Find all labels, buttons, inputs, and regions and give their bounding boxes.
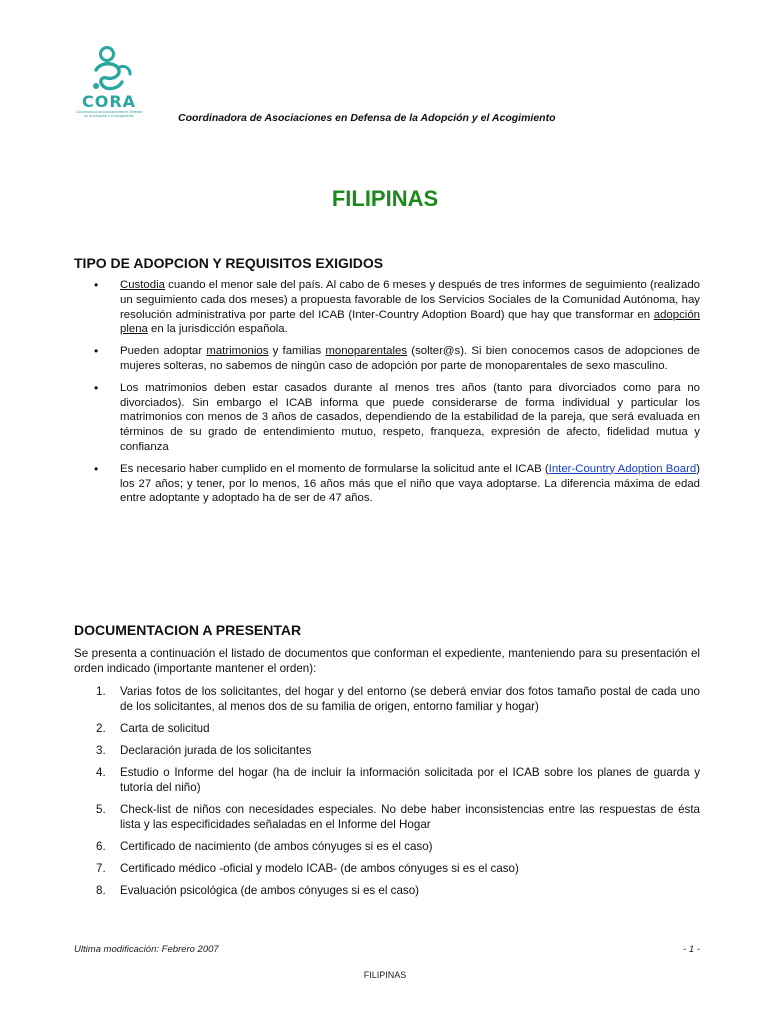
item-number: 5. (96, 803, 106, 816)
item-number: 2. (96, 722, 106, 735)
requisitos-list (74, 278, 700, 513)
monoparentales-term: monoparentales (325, 345, 408, 358)
list-item-text: Los matrimonios deben estar casados durante al menos tres años (tanto para divorciados como para no divorciados). Sin embargo el ICAB informa que puede considerarse de forma individual y particular los matrimonios con menos de 3 años de casados, dependiendo de la estabilidad de la pareja, que será evaluada en términos de su grado de entendimiento mutuo, respeto, franqueza, expresión de afecto, fidelidad mutua y confianza (120, 381, 700, 453)
footer-last-modified: Ultima modificación: Febrero 2007 (74, 944, 219, 955)
list-item-text: en la jurisdicción española. (147, 323, 288, 336)
item-number: 7. (96, 862, 106, 875)
icab-link[interactable]: Inter-Country Adoption Board (548, 462, 697, 475)
list-item-text: (solter@s). Si bien conocemos casos de adopciones de mujeres solteras, no sabemos de ningún caso de adopción por parte de monoparentales de sexo masculino. (120, 345, 700, 372)
list-item (74, 721, 700, 736)
item-number: 8. (96, 884, 106, 897)
list-item (74, 802, 700, 832)
footer-country: FILIPINAS (363, 970, 407, 980)
item-number: 6. (96, 840, 106, 853)
cora-logo-icon (74, 46, 144, 92)
organization-line: Coordinadora de Asociaciones en Defensa de la Adopción y el Acogimiento (178, 112, 556, 124)
documentos-list (74, 684, 700, 905)
list-item-text: cuando el menor sale del país. Al cabo de 6 meses y después de tres informes de seguimiento (realizado un seguimiento cada dos meses) a propuesta favorable de los Servicios Sociales de la Comunidad Autónoma, hay resolución administrativa por parte del ICAB (Inter-Country Adoption Board) que hay que transformar en (120, 279, 700, 321)
list-item-text: Pueden adoptar (120, 345, 207, 358)
list-item-text: y familias (268, 345, 326, 358)
item-text: Certificado médico -oficial y modelo ICAB- (de ambos cónyuges si es el caso) (120, 862, 519, 875)
list-item (74, 684, 700, 714)
section-heading-documentacion: DOCUMENTACION A PRESENTAR (74, 622, 302, 638)
list-item-text: ) los 27 años; y tener, por lo menos, 16 años más que el niño que vaya adoptarse. La diferencia máxima de edad entre adoptante y adoptado ha de ser de 47 años. (120, 462, 700, 505)
item-text: Carta de solicitud (120, 722, 210, 735)
custodia-term: Custodia (120, 279, 165, 291)
list-item (74, 381, 700, 455)
item-text: Declaración jurada de los solicitantes (120, 744, 312, 757)
matrimonios-term: matrimonios (206, 345, 269, 358)
list-item (74, 839, 700, 854)
list-item (74, 278, 700, 337)
item-number: 4. (96, 766, 106, 779)
item-text: Check-list de niños con necesidades especiales. No debe haber inconsistencias entre las respuestas de ésta lista y las especificidades señaladas en el Informe del Hogar (120, 803, 700, 831)
logo-wordmark: CORA (81, 92, 137, 111)
item-number: 3. (96, 744, 106, 757)
item-text: Estudio o Informe del hogar (ha de incluir la información solicitada por el ICAB sobre los planes de guarda y tutoría del niño) (120, 766, 700, 794)
section-heading-requisitos: TIPO DE ADOPCION Y REQUISITOS EXIGIDOS (74, 255, 384, 271)
item-text: Evaluación psicológica (de ambos cónyuges si es el caso) (120, 884, 420, 897)
list-item (74, 344, 700, 374)
page-title: FILIPINAS (331, 186, 439, 211)
footer-page-number: - 1 - (683, 944, 700, 955)
list-item-text: Es necesario haber cumplido en el momento de formularse la solicitud ante el ICAB ( (120, 462, 549, 475)
logo-subtitle: Coordinadora de Asociaciones en Defensa de la Adopción y el Acogimiento (75, 110, 143, 118)
adopcion-plena-term: adopción plena (120, 308, 700, 336)
list-item (74, 462, 700, 506)
documentacion-intro: Se presenta a continuación el listado de documentos que conforman el expediente, manteniendo para su presentación el orden indicado (importante mantener el orden): (74, 647, 700, 675)
list-item (74, 743, 700, 758)
list-item (74, 765, 700, 795)
item-text: Certificado de nacimiento (de ambos cónyuges si es el caso) (120, 840, 433, 853)
cora-logo (74, 46, 144, 118)
list-item (74, 883, 700, 898)
list-item (74, 861, 700, 876)
item-text: Varias fotos de los solicitantes, del hogar y del entorno (se deberá enviar dos fotos tamaño postal de cada uno de los solicitantes, al menos dos de su familia de origen, entorno familiar y hogar) (120, 685, 700, 713)
item-number: 1. (96, 685, 106, 698)
